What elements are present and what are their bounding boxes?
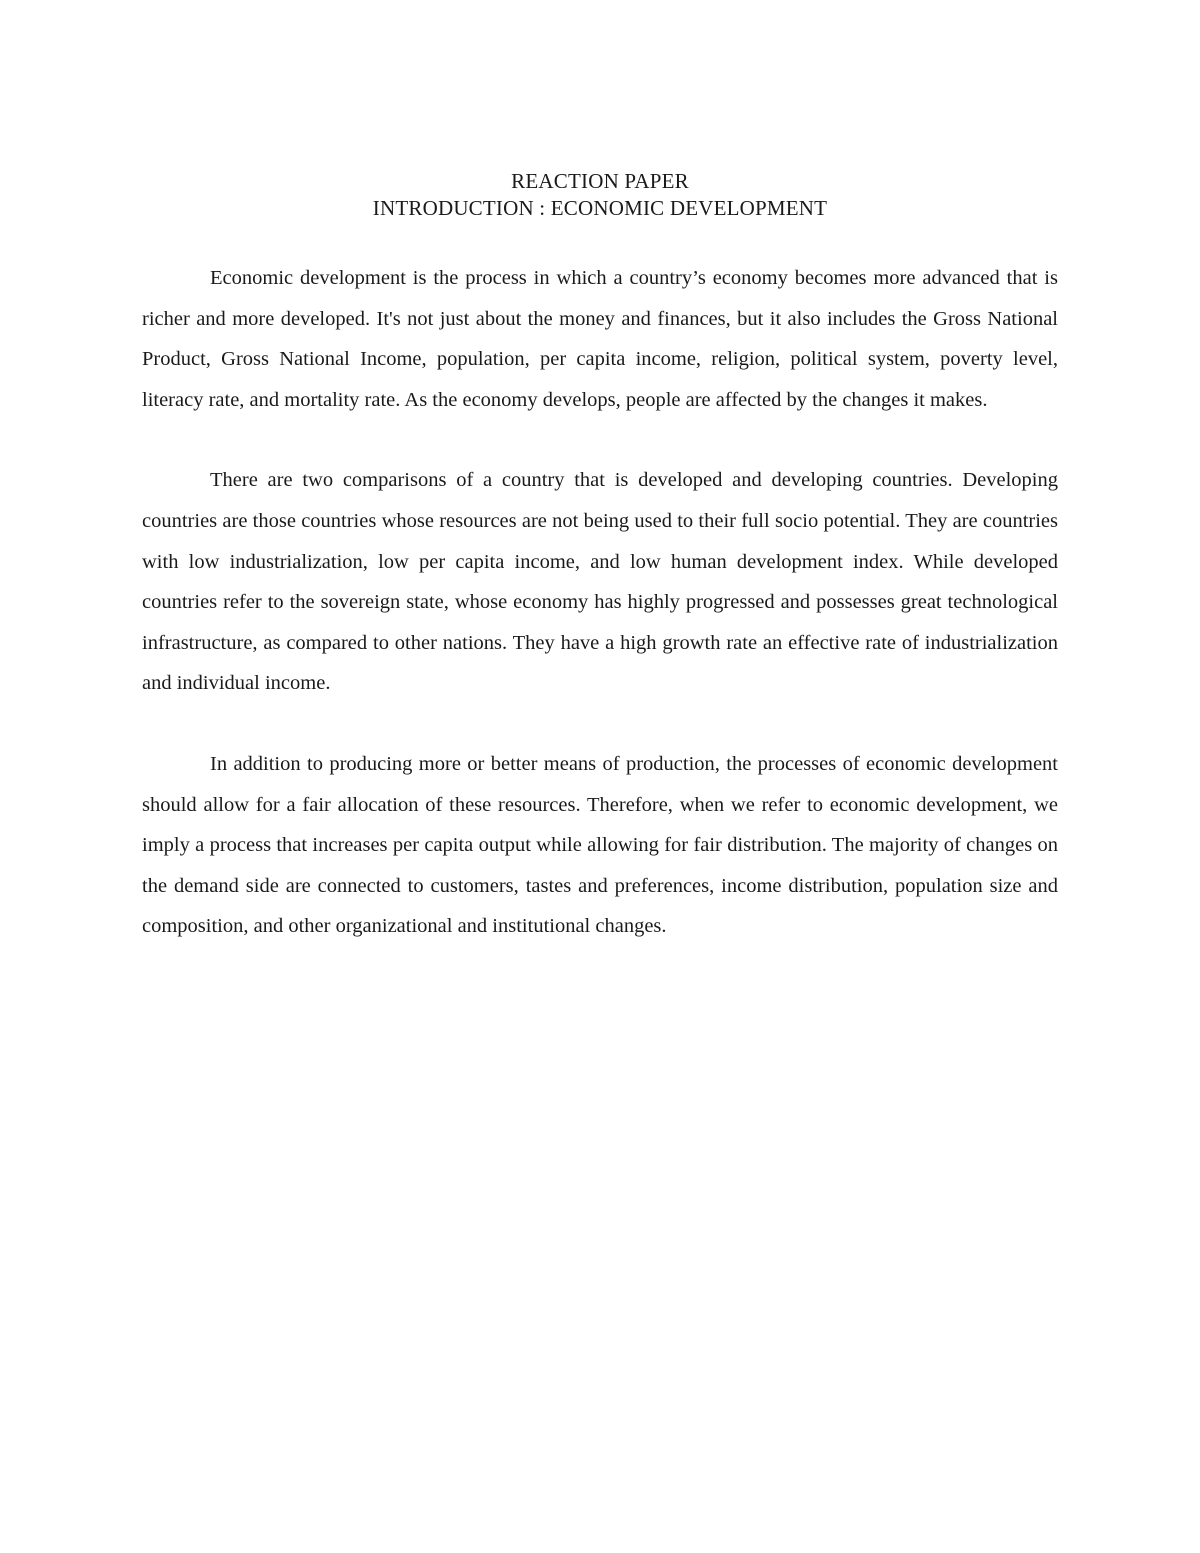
paragraph-1: Economic development is the process in which a country’s economy becomes more advanced that is richer and more developed. It's not just about the money and finances, but it also includes the Gross National Product, Gross National Income, population, per capita income, religion, political system, poverty level, literacy rate, and mortality rate. As the economy develops, people are affected by the changes it makes. xyxy=(142,267,1058,411)
title-block xyxy=(0,168,1200,222)
paragraph-2: There are two comparisons of a country that is developed and developing countries. Developing countries are those countries whose resources are not being used to their full socio potential. They are countries with low industrialization, low per capita income, and low human development index. While developed countries refer to the sovereign state, whose economy has highly progressed and possesses great technological infrastructure, as compared to other nations. They have a high growth rate an effective rate of industrialization and individual income. xyxy=(142,469,1058,695)
document-body xyxy=(142,258,1058,987)
document-subtitle: INTRODUCTION : ECONOMIC DEVELOPMENT xyxy=(372,196,828,220)
paragraph-3: In addition to producing more or better means of production, the processes of economic development should allow for a fair allocation of these resources. Therefore, when we refer to economic development, we imply a process that increases per capita output while allowing for fair distribution. The majority of changes on the demand side are connected to customers, tastes and preferences, income distribution, population size and composition, and other organizational and institutional changes. xyxy=(142,752,1058,938)
document-title: REACTION PAPER xyxy=(511,169,689,193)
